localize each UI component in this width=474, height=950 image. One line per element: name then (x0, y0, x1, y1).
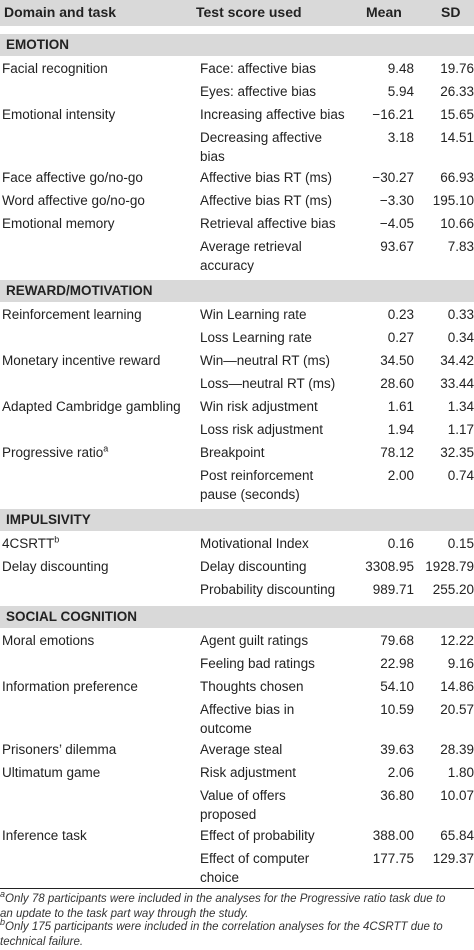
sd-value: 19.76 (440, 61, 474, 76)
sd-value: 10.66 (440, 216, 474, 231)
footnote-a-mark: a (0, 889, 6, 900)
mean-value: 0.23 (387, 307, 414, 322)
domain-task-label: Delay discounting (2, 559, 109, 574)
test-score-cell (200, 763, 296, 782)
domain-footnote-mark: a (103, 443, 109, 454)
domain-task-cell (2, 763, 100, 782)
footnote-a-line1: Only 78 participants were included in the analyses for the Progressive ratio task due to (5, 893, 446, 905)
mean-value: 78.12 (380, 445, 414, 460)
mean-value: 34.50 (380, 353, 414, 368)
test-score-label: Motivational Index (200, 536, 309, 551)
footnote-b-mark: b (0, 917, 6, 928)
mean-value: 9.48 (387, 61, 414, 76)
mean-value: 54.10 (380, 679, 414, 694)
test-score-label: Post reinforcement (200, 468, 314, 483)
header-mean: Mean (366, 4, 402, 20)
mean-value: 0.27 (387, 330, 414, 345)
test-score-cell (200, 580, 335, 599)
domain-task-cell (2, 191, 145, 210)
mean-value: 989.71 (372, 582, 414, 597)
test-score-cell (200, 786, 286, 824)
sd-value: 1.17 (447, 422, 474, 437)
sd-value: 32.35 (440, 445, 474, 460)
mean-value: 2.00 (387, 468, 414, 483)
domain-task-cell (2, 534, 59, 553)
test-score-label: Loss Learning rate (200, 330, 312, 345)
sd-value: 1.34 (447, 399, 474, 414)
test-score-cell (200, 631, 308, 650)
domain-task-label: Facial recognition (2, 61, 108, 76)
test-score-label: Eyes: affective bias (200, 84, 317, 99)
test-score-cell (200, 168, 332, 187)
test-score-cell (200, 700, 294, 738)
section-header (0, 606, 474, 628)
test-score-cell (200, 443, 265, 462)
test-score-label: Delay discounting (200, 559, 307, 574)
section-header (0, 280, 474, 302)
section-title: EMOTION (6, 37, 69, 52)
test-score-label: Effect of probability (200, 828, 315, 843)
test-score-cell (200, 191, 332, 210)
test-score-label: Average steal (200, 742, 283, 757)
test-score-cell (200, 557, 307, 576)
section-title: IMPULSIVITY (6, 512, 91, 527)
domain-task-label: Word affective go/no-go (2, 193, 145, 208)
test-score-label: Agent guilt ratings (200, 633, 309, 648)
test-score-label-cont: proposed (200, 807, 257, 822)
test-score-cell (200, 677, 304, 696)
test-score-cell (200, 105, 345, 124)
test-score-label: Risk adjustment (200, 765, 297, 780)
domain-footnote-mark: b (54, 534, 60, 545)
mean-value: −16.21 (372, 107, 414, 122)
section-header (0, 509, 474, 531)
test-score-label-cont: accuracy (200, 258, 255, 273)
test-score-label: Probability discounting (200, 582, 336, 597)
sd-value: 33.44 (440, 376, 474, 391)
test-score-label-cont: choice (200, 870, 240, 885)
domain-task-cell (2, 105, 115, 124)
test-score-label: Average retrieval (200, 239, 302, 254)
footnote-a (0, 889, 474, 921)
test-score-label: Thoughts chosen (200, 679, 304, 694)
sd-value: 12.22 (440, 633, 474, 648)
header-test-score: Test score used (196, 4, 302, 20)
sd-value: 14.86 (440, 679, 474, 694)
domain-task-cell (2, 677, 138, 696)
header-domain-task: Domain and task (4, 4, 117, 20)
sd-value: 0.33 (447, 307, 474, 322)
sd-value: 195.10 (432, 193, 474, 208)
domain-task-label: Reinforcement learning (2, 307, 142, 322)
test-score-label: Retrieval affective bias (200, 216, 336, 231)
mean-value: 2.06 (387, 765, 414, 780)
sd-value: 26.33 (440, 84, 474, 99)
sd-value: 65.84 (440, 828, 474, 843)
test-score-label: Feeling bad ratings (200, 656, 315, 671)
domain-task-label: Inference task (2, 828, 87, 843)
domain-task-label: Monetary incentive reward (2, 353, 161, 368)
domain-task-cell (2, 397, 181, 416)
mean-value: 79.68 (380, 633, 414, 648)
test-score-label: Breakpoint (200, 445, 265, 460)
sd-value: 0.15 (447, 536, 474, 551)
mean-value: 177.75 (372, 851, 414, 866)
table-bottom-rule (0, 888, 474, 889)
sd-value: 129.37 (432, 851, 474, 866)
mean-value: 39.63 (380, 742, 414, 757)
mean-value: 1.94 (387, 422, 414, 437)
test-score-cell (200, 420, 323, 439)
test-score-cell (200, 654, 315, 673)
section-header (0, 34, 474, 56)
domain-task-cell (2, 740, 116, 759)
test-score-label: Affective bias in (200, 702, 295, 717)
domain-task-cell (2, 214, 115, 233)
footnote-b (0, 917, 474, 949)
domain-task-label: Emotional intensity (2, 107, 116, 122)
mean-value: 5.94 (387, 84, 414, 99)
test-score-label: Win Learning rate (200, 307, 307, 322)
sd-value: 0.74 (447, 468, 474, 483)
test-score-cell (200, 534, 309, 553)
sd-value: 10.07 (440, 788, 474, 803)
sd-value: 7.83 (447, 239, 474, 254)
test-score-cell (200, 214, 336, 233)
mean-value: 93.67 (380, 239, 414, 254)
test-score-cell (200, 351, 330, 370)
test-score-label: Affective bias RT (ms) (200, 193, 333, 208)
sd-value: 66.93 (440, 170, 474, 185)
domain-task-cell (2, 305, 142, 324)
test-score-cell (200, 128, 322, 166)
mean-value: 22.98 (380, 656, 414, 671)
test-score-cell (200, 397, 318, 416)
domain-task-label: Prisoners’ dilemma (2, 742, 117, 757)
domain-task-label: Moral emotions (2, 633, 95, 648)
domain-task-label: Emotional memory (2, 216, 115, 231)
mean-value: 3308.95 (365, 559, 414, 574)
domain-task-label: Ultimatum game (2, 765, 101, 780)
test-score-cell (200, 374, 335, 393)
sd-value: 9.16 (447, 656, 474, 671)
header-sd: SD (441, 4, 461, 20)
test-score-label: Win—neutral RT (ms) (200, 353, 331, 368)
domain-task-label: Face affective go/no-go (2, 170, 143, 185)
domain-task-cell (2, 631, 94, 650)
sd-value: 14.51 (440, 130, 474, 145)
domain-task-cell (2, 351, 160, 370)
domain-task-cell (2, 168, 143, 187)
test-score-label-cont: bias (200, 149, 225, 164)
footnote-b-line2: technical failure. (0, 935, 84, 948)
mean-value: 0.16 (387, 536, 414, 551)
sd-value: 34.42 (440, 353, 474, 368)
section-title: SOCIAL COGNITION (6, 609, 138, 624)
domain-task-cell (2, 557, 109, 576)
domain-task-cell (2, 826, 87, 845)
domain-task-label: Information preference (2, 679, 138, 694)
domain-task-label: Adapted Cambridge gambling (2, 399, 181, 414)
test-score-cell (200, 740, 282, 759)
sd-value: 15.65 (440, 107, 474, 122)
mean-value: 1.61 (387, 399, 414, 414)
test-score-label: Effect of computer (200, 851, 310, 866)
mean-value: −30.27 (372, 170, 414, 185)
test-score-label-cont: pause (seconds) (200, 487, 300, 502)
test-score-label: Decreasing affective (200, 130, 323, 145)
sd-value: 28.39 (440, 742, 474, 757)
mean-value: 28.60 (380, 376, 414, 391)
sd-value: 20.57 (440, 702, 474, 717)
domain-task-label: 4CSRTT (2, 536, 55, 551)
domain-task-cell (2, 443, 108, 462)
mean-value: 10.59 (380, 702, 414, 717)
test-score-label: Face: affective bias (200, 61, 317, 76)
test-score-label: Win risk adjustment (200, 399, 318, 414)
test-score-label: Affective bias RT (ms) (200, 170, 333, 185)
test-score-label-cont: outcome (200, 721, 252, 736)
sd-value: 255.20 (432, 582, 474, 597)
test-score-label: Value of offers (200, 788, 286, 803)
mean-value: 36.80 (380, 788, 414, 803)
test-score-label: Increasing affective bias (200, 107, 345, 122)
footnote-a-line2: an update to the task part way through the study. (0, 907, 249, 920)
sd-value: 1.80 (447, 765, 474, 780)
test-score-cell (200, 82, 316, 101)
test-score-cell (200, 849, 309, 887)
section-title: REWARD/MOTIVATION (6, 283, 153, 298)
test-score-cell (200, 237, 302, 275)
table-header (0, 0, 474, 26)
domain-task-cell (2, 59, 108, 78)
footnote-b-line1: Only 175 participants were included in the correlation analyses for the 4CSRTT due to (5, 921, 443, 933)
mean-value: 3.18 (387, 130, 414, 145)
test-score-label: Loss—neutral RT (ms) (200, 376, 336, 391)
test-score-label: Loss risk adjustment (200, 422, 324, 437)
domain-task-label: Progressive ratio (2, 445, 104, 460)
test-score-cell (200, 305, 307, 324)
mean-value: 388.00 (372, 828, 414, 843)
test-score-cell (200, 328, 312, 347)
test-score-cell (200, 466, 313, 504)
test-score-cell (200, 59, 316, 78)
mean-value: −4.05 (379, 216, 414, 231)
test-score-cell (200, 826, 315, 845)
mean-value: −3.30 (379, 193, 414, 208)
sd-value: 1928.79 (425, 559, 474, 574)
sd-value: 0.34 (447, 330, 474, 345)
